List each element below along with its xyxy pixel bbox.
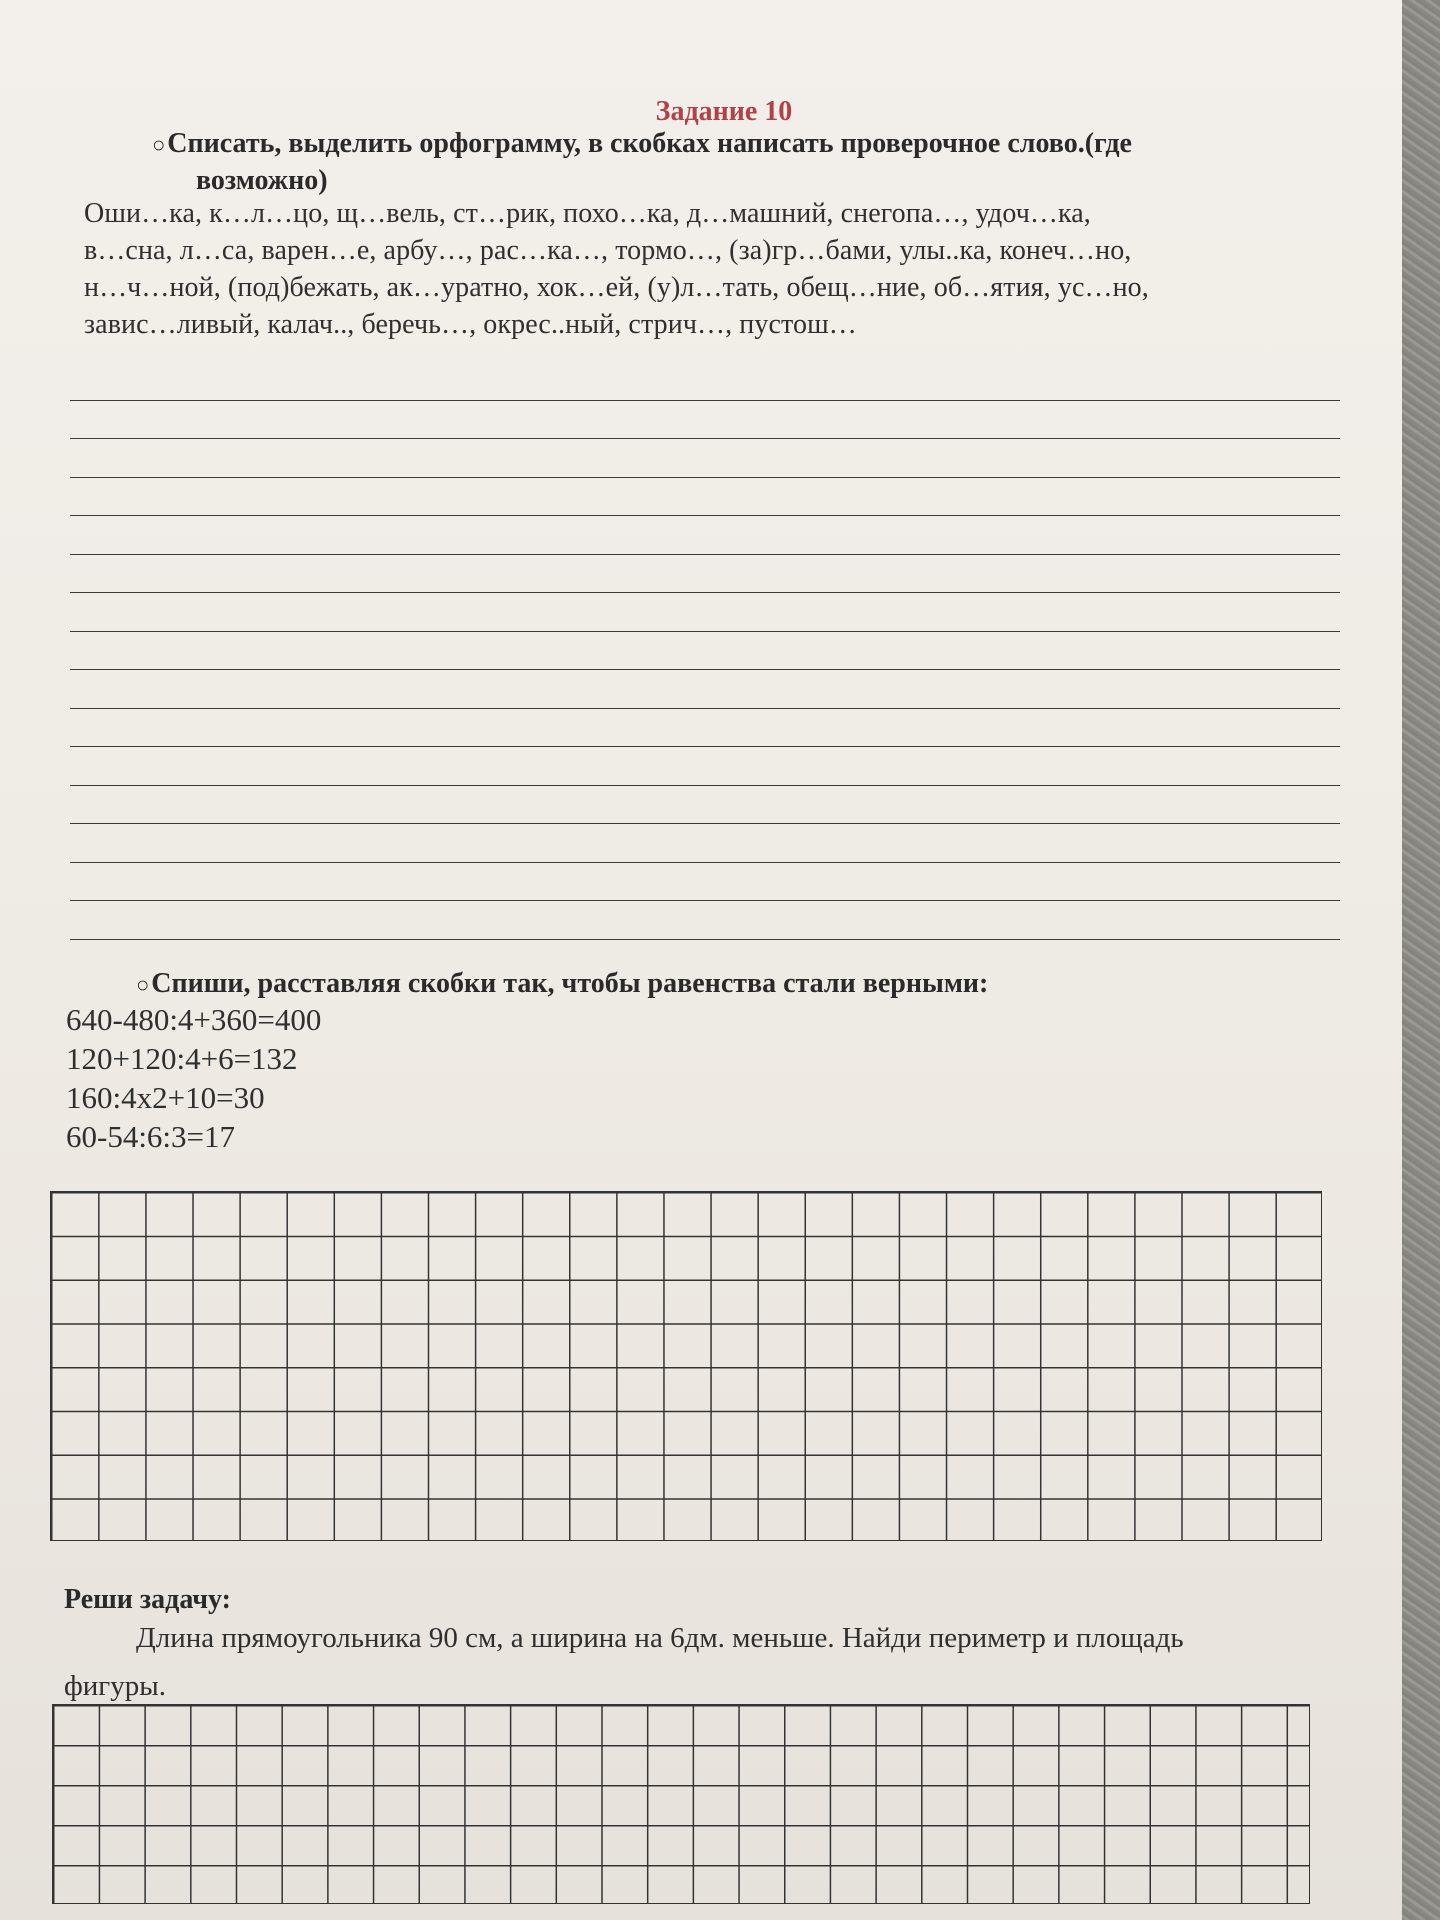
page-title: Задание 10 — [655, 96, 793, 127]
task-2-instruction — [136, 968, 988, 1000]
writing-line[interactable] — [70, 515, 1340, 516]
writing-line[interactable] — [70, 400, 1340, 401]
writing-line[interactable] — [70, 631, 1340, 632]
writing-line[interactable] — [70, 592, 1340, 593]
equation: 60-54:6:3=17 — [66, 1119, 236, 1154]
writing-lines[interactable] — [70, 400, 1340, 960]
writing-line[interactable] — [70, 900, 1340, 901]
task-3-problem-text: Длина прямоугольника 90 см, а ширина на 6дм. меньше. Найди периметр и площадь фигуры. — [64, 1622, 1184, 1702]
task-1-instruction-line-2: возможно) — [196, 165, 328, 196]
answer-grid-problem[interactable] — [52, 1704, 1310, 1904]
writing-line[interactable] — [70, 477, 1340, 478]
task-2-instruction-text: Спиши, расставляя скобки так, чтобы равенства стали верными: — [151, 968, 989, 999]
writing-line[interactable] — [70, 823, 1340, 824]
task-1-word-list — [84, 195, 1354, 343]
writing-line[interactable] — [70, 862, 1340, 863]
bullet-icon: ○ — [136, 972, 150, 997]
word-list-line-4: завис…ливый, калач.., беречь…, окрес..ный, стрич…, пустош… — [84, 309, 857, 340]
writing-line[interactable] — [70, 669, 1340, 670]
writing-line[interactable] — [70, 554, 1340, 555]
writing-line[interactable] — [70, 939, 1340, 940]
writing-line[interactable] — [70, 438, 1340, 439]
task-1-instruction — [152, 126, 1332, 199]
task-3-heading: Реши задачу: — [64, 1584, 231, 1615]
background-carpet — [1400, 0, 1440, 1920]
equation-list — [66, 1000, 321, 1156]
answer-grid-equations[interactable] — [50, 1191, 1322, 1541]
word-list-line-1: Оши…ка, к…л…цо, щ…вель, ст…рик, похо…ка, д…машний, снегопа…, удоч…ка, — [84, 198, 1091, 229]
equation: 120+120:4+6=132 — [66, 1041, 298, 1076]
bullet-icon: ○ — [152, 132, 166, 157]
word-list-line-2: в…сна, л…са, варен…е, арбу…, рас…ка…, тормо…, (за)гр…бами, улы..ка, конеч…но, — [84, 235, 1132, 266]
equation: 640-480:4+360=400 — [66, 1002, 322, 1037]
writing-line[interactable] — [70, 746, 1340, 747]
task-1-instruction-line-1: Списать, выделить орфограмму, в скобках написать проверочное слово.(где — [167, 128, 1132, 159]
equation: 160:4х2+10=30 — [66, 1080, 265, 1115]
writing-line[interactable] — [70, 785, 1340, 786]
writing-line[interactable] — [70, 708, 1340, 709]
word-list-line-3: н…ч…ной, (под)бежать, ак…уратно, хок…ей, (у)л…тать, обещ…ние, об…ятия, ус…но, — [84, 272, 1149, 303]
